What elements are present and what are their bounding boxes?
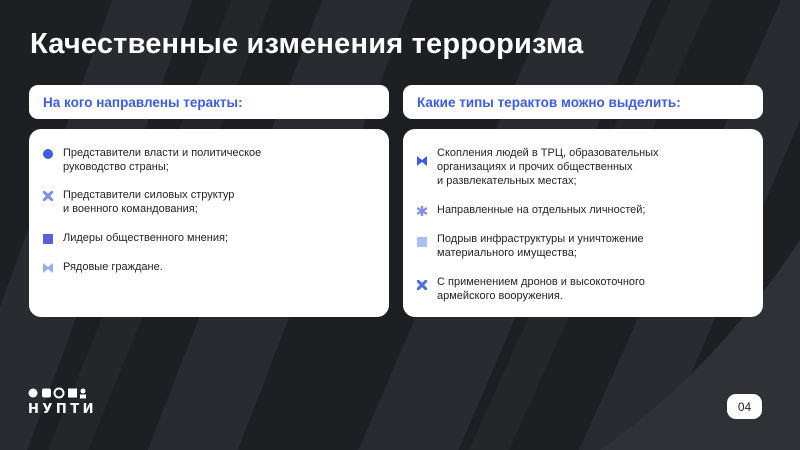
square-bullet-icon	[417, 237, 427, 247]
logo-text: НУПТИ	[28, 402, 98, 417]
slide-title: Качественные изменения терроризма	[30, 28, 584, 60]
left-panel-heading: На кого направлены теракты:	[29, 85, 389, 119]
page-number-badge: 04	[727, 394, 762, 419]
list-item-text: Представители власти и политическое руководство страны;	[63, 147, 262, 173]
list-item	[417, 232, 751, 260]
list-item-text: Представители силовых структур и военного командования;	[63, 189, 235, 215]
x-bullet-icon	[43, 191, 53, 201]
list-item-text: С применением дронов и высокоточного армейского вооружения.	[437, 276, 645, 302]
bowtie-bullet-icon	[43, 263, 53, 273]
list-item-text: Рядовые граждане.	[63, 261, 163, 273]
x-bullet-icon	[417, 280, 427, 290]
bowtie-bullet-icon	[417, 156, 427, 166]
list-item-text: Лидеры общественного мнения;	[63, 232, 229, 244]
right-panel-card	[403, 129, 763, 317]
list-item-text: Направленные на отдельных личностей;	[437, 204, 646, 216]
right-panel-heading: Какие типы терактов можно выделить:	[403, 85, 763, 119]
list-item	[43, 260, 377, 274]
list-item	[43, 146, 377, 174]
circle-bullet-icon	[43, 149, 53, 159]
list-item	[417, 203, 751, 217]
list-item-text: Скопления людей в ТРЦ, образовательных организациях и прочих общественных и развлекательных местах;	[437, 147, 659, 187]
list-item-text: Подрыв инфраструктуры и уничтожение материального имущества;	[437, 233, 644, 259]
left-panel-card	[29, 129, 389, 317]
list-item	[43, 231, 377, 245]
list-item	[417, 146, 751, 188]
square-bullet-icon	[43, 234, 53, 244]
list-item	[417, 275, 751, 303]
logo-shapes-icon	[28, 387, 88, 399]
list-item	[43, 188, 377, 216]
asterisk-bullet-icon	[417, 206, 427, 216]
